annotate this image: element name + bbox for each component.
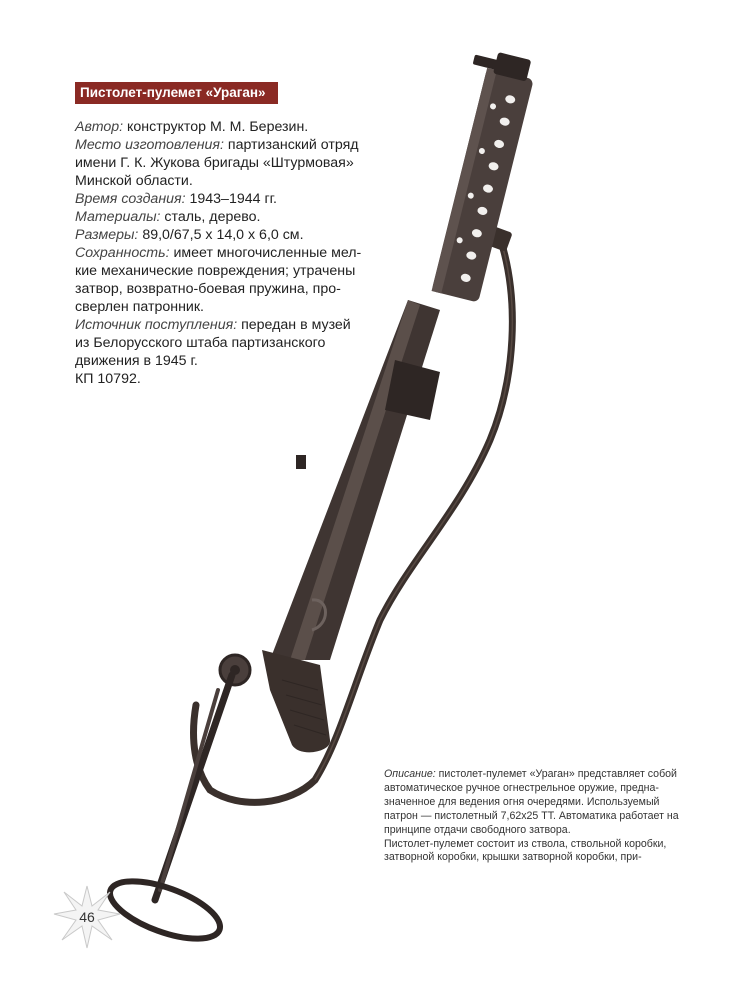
condition-line-4: сверлен патронник.: [75, 299, 204, 315]
condition-label: Сохранность:: [75, 245, 170, 261]
source-line-2: из Белорусского штаба партизанского: [75, 335, 326, 351]
pistol-grip: [262, 650, 330, 752]
size-label: Размеры:: [75, 227, 139, 243]
place-line-3: Минской области.: [75, 173, 193, 189]
description: [384, 768, 684, 865]
time-label: Время создания:: [75, 191, 186, 207]
description-line-7: затворной коробки, крышки затворной коробки, при-: [384, 851, 642, 864]
inventory-number: КП 10792.: [75, 371, 141, 387]
condition-line-2: кие механические повреждения; утрачены: [75, 263, 356, 279]
description-text-1: пистолет-пулемет «Ураган» представляет собой: [435, 768, 677, 780]
place-line-2: имени Г. К. Жукова бригады «Штурмовая»: [75, 155, 354, 171]
description-label: Описание:: [384, 768, 436, 780]
magazine-housing: [385, 360, 440, 420]
author-label: Автор:: [75, 119, 124, 135]
time-value: 1943–1944 гг.: [185, 191, 278, 207]
description-line-6: Пистолет-пулемет состоит из ствола, ствольной коробки,: [384, 837, 667, 850]
rear-sight: [296, 455, 306, 469]
materials-value: сталь, дерево.: [160, 209, 261, 225]
source-label: Источник поступления:: [75, 317, 238, 333]
condition-value: имеет многочисленные мел-: [169, 245, 362, 261]
description-line-4: патрон — пистолетный 7,62х25 ТТ. Автоматика работает на: [384, 809, 679, 822]
description-line-1: [384, 768, 684, 782]
description-line-3: значенное для ведения огня очередями. Используемый: [384, 795, 660, 808]
barrel-shroud: [417, 47, 538, 303]
place-label: Место изготовления:: [75, 137, 224, 153]
description-line-2: автоматическое ручное огнестрельное оружие, предна-: [384, 781, 659, 794]
author-value: конструктор М. М. Березин.: [123, 119, 309, 135]
description-line-5: принципе отдачи свободного затвора.: [384, 823, 571, 836]
materials-label: Материалы:: [75, 209, 161, 225]
page-title: Пистолет-пулемет «Ураган»: [75, 82, 278, 104]
page-number: 46: [79, 909, 95, 925]
place-value: партизанский отряд: [223, 137, 359, 153]
size-value: 89,0/67,5 х 14,0 х 6,0 см.: [138, 227, 304, 243]
source-value: передан в музей: [237, 317, 351, 333]
source-line-3: движения в 1945 г.: [75, 353, 198, 369]
condition-line-3: затвор, возвратно-боевая пружина, про-: [75, 281, 341, 297]
